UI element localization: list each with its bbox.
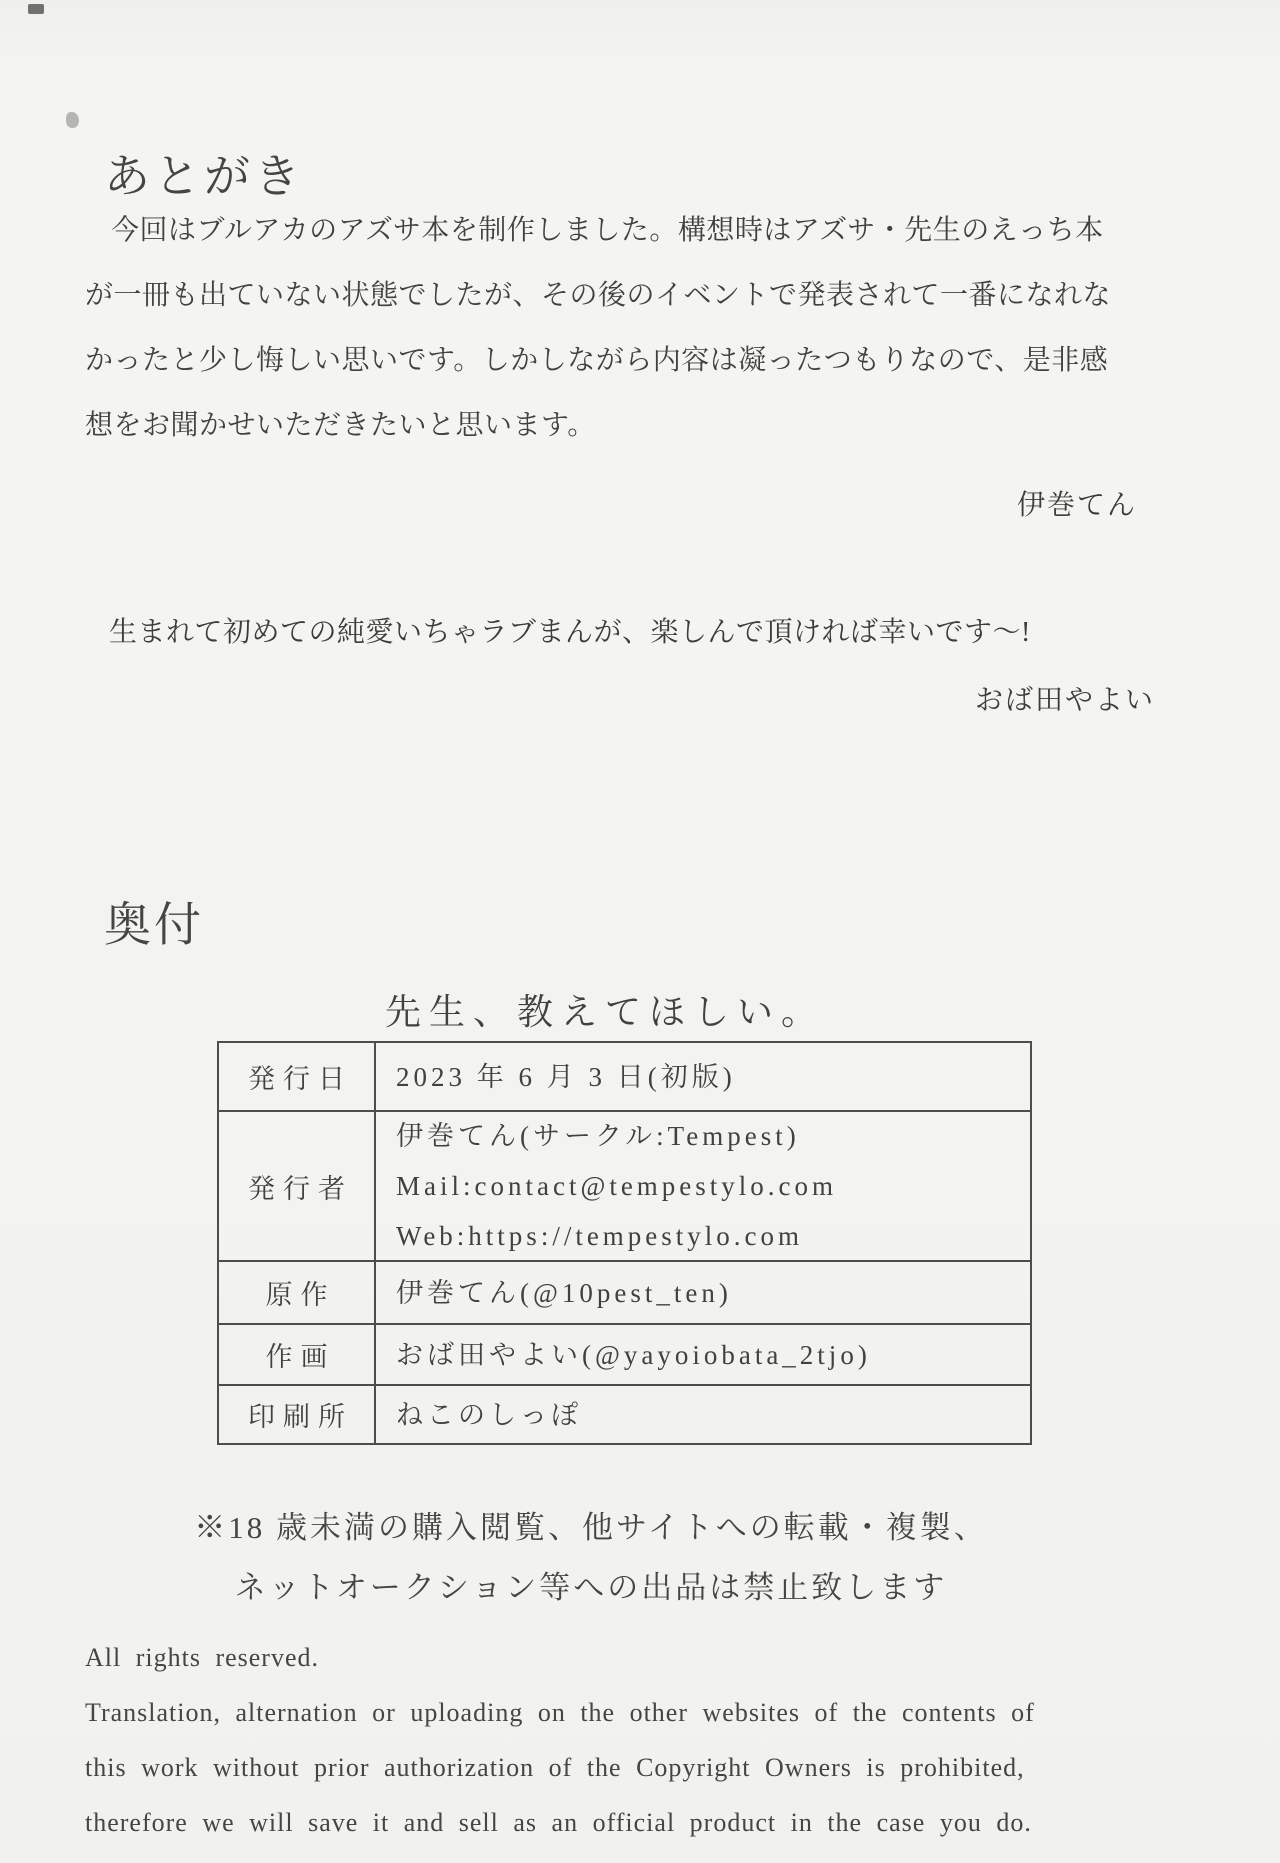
scan-artifact <box>66 112 79 128</box>
paragraph-line: が一冊も出ていない状態でしたが、その後のイベントで発表されて一番になれな <box>85 280 1112 311</box>
age-restriction-warning <box>0 1498 1182 1618</box>
afterword-paragraph <box>85 198 1195 458</box>
paragraph-line: 今回はブルアカのアズサ本を制作しました。構想時はアズサ・先生のえっち本 <box>111 215 1104 246</box>
colophon-table <box>217 1041 1032 1445</box>
copyright-notice <box>85 1630 1035 1850</box>
table-row-value <box>376 1325 1030 1384</box>
value-line: ねこのしっぽ <box>396 1399 582 1430</box>
table-row-value <box>376 1262 1030 1323</box>
table-row-label: 原作 <box>219 1262 376 1323</box>
table-row-original-author <box>219 1260 1030 1323</box>
table-row-publication-date <box>219 1043 1030 1110</box>
artist-signature-obata-yayoi: おば田やよい <box>974 685 1155 716</box>
value-line: 伊巻てん(@10pest_ten) <box>396 1277 732 1308</box>
work-title: 先生、教えてほしい。 <box>384 992 825 1032</box>
table-row-publisher <box>219 1110 1030 1260</box>
table-row-value <box>376 1112 1030 1260</box>
table-row-label: 作画 <box>219 1325 376 1384</box>
value-line-web: Web:https://tempestylo.com <box>396 1221 804 1251</box>
rights-line: this work without prior authorization of the Copyright Owners is prohibited, <box>85 1753 1025 1782</box>
paragraph-line: かったと少し悔しい思いです。しかしながら内容は凝ったつもりなので、是非感 <box>85 345 1109 376</box>
table-row-label: 発行者 <box>219 1112 376 1260</box>
table-row-label: 発行日 <box>219 1043 376 1110</box>
value-line: 2023 年 6 月 3 日(初版) <box>396 1061 736 1092</box>
scan-artifact <box>28 4 44 14</box>
table-row-value <box>376 1043 1030 1110</box>
table-row-value <box>376 1386 1030 1443</box>
value-line: 伊巻てん(サークル:Tempest) <box>396 1121 800 1151</box>
table-row-printer <box>219 1384 1030 1443</box>
table-row-artist <box>219 1323 1030 1384</box>
artist-comment: 生まれて初めての純愛いちゃラブまんが、楽しんで頂ければ幸いです〜! <box>109 617 1031 648</box>
table-row-label: 印刷所 <box>219 1386 376 1443</box>
rights-line: Translation, alternation or uploading on the other websites of the contents of <box>85 1698 1035 1727</box>
rights-line: therefore we will save it and sell as an official product in the case you do. <box>85 1808 1032 1837</box>
afterword-title: あとがき <box>104 151 304 202</box>
author-signature-imaki-ten: 伊巻てん <box>1016 490 1137 521</box>
warning-line: ネットオークション等への出品は禁止致します <box>234 1570 948 1605</box>
rights-line: All rights reserved. <box>85 1643 320 1672</box>
colophon-title: 奥付 <box>104 900 204 952</box>
value-line: おば田やよい(@yayoiobata_2tjo) <box>396 1339 871 1370</box>
warning-line: ※18 歳未満の購入閲覧、他サイトへの転載・複製、 <box>194 1510 988 1545</box>
value-line-mail: Mail:contact@tempestylo.com <box>396 1171 838 1201</box>
paragraph-line: 想をお聞かせいただきたいと思います。 <box>85 410 596 441</box>
